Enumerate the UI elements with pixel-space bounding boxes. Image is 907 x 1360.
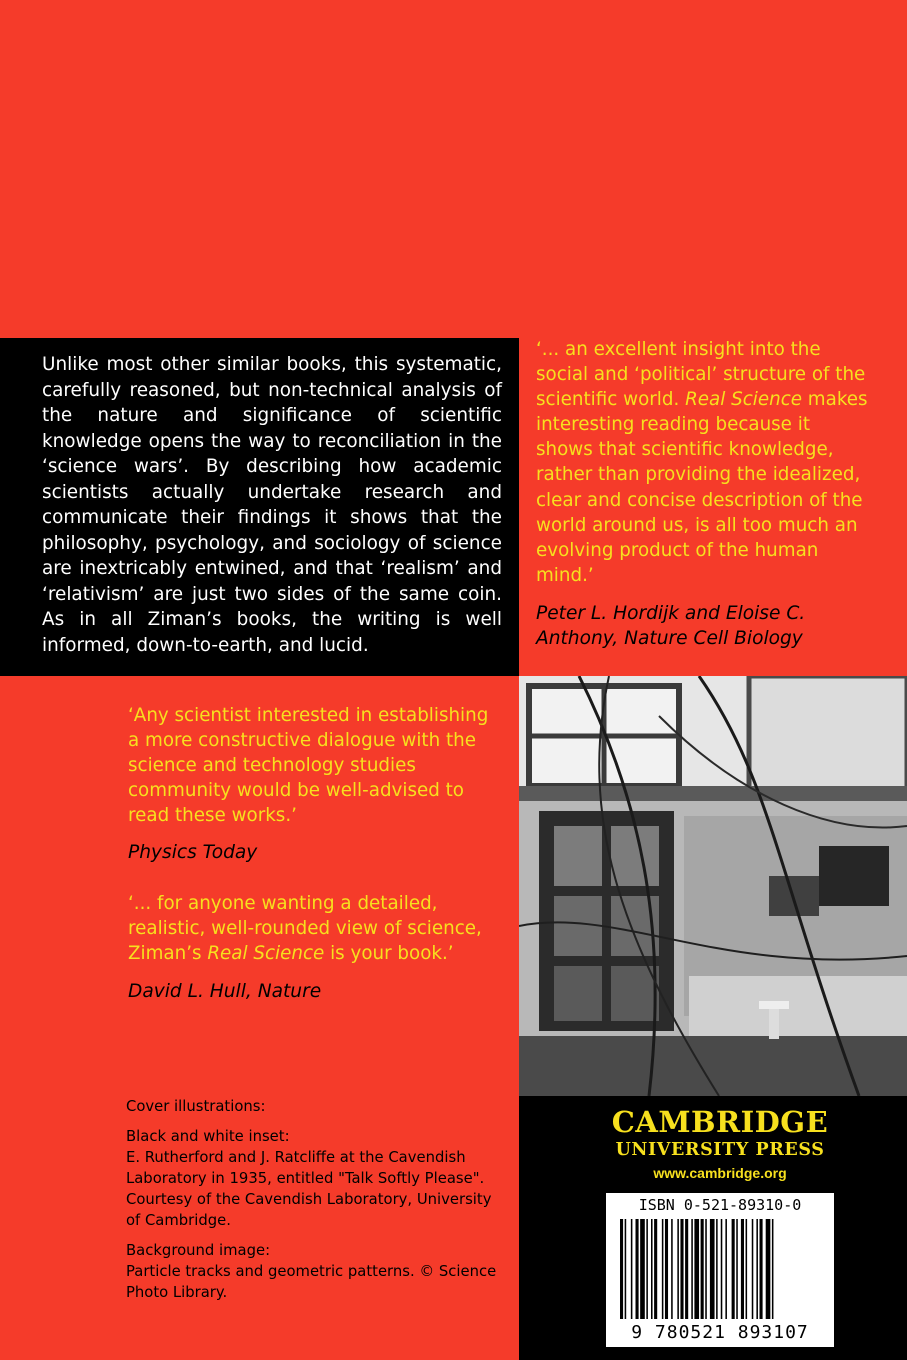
publisher-logo-name: CAMBRIDGE: [611, 1105, 829, 1139]
publisher-logo-press: UNIVERSITY PRESS: [615, 1140, 825, 1160]
barcode-bar: [721, 1219, 723, 1319]
barcode-bar: [665, 1219, 668, 1319]
review-quote-nature: ‘... for anyone wanting a detailed, realistic, well-rounded view of science, Ziman’s Real Science is your book.’: [128, 893, 482, 965]
barcode-bar: [752, 1219, 754, 1319]
isbn-label: ISBN 0-521-89310-0: [638, 1196, 802, 1214]
review-quote-nature-cell-biology: ‘... an excellent insight into the social and ‘political’ structure of the scientific world. Real Science makes interesting reading because it shows that scientific knowledge, rather than providing the idealized, clear and concise description of the world around us, is all too much an evolving product of the human mind.’: [536, 339, 868, 586]
barcode-bar: [736, 1219, 738, 1319]
publisher-url: www.cambridge.org: [653, 1165, 787, 1181]
barcode-bar: [772, 1219, 774, 1319]
description-text: Unlike most other similar books, this systematic, carefully reasoned, but non-technical analysis of the nature and significance of scientific knowledge opens the way to reconciliation in the ‘science wars’. By describing how academic scientists actually undertake research and communicate their findings it shows that the philosophy, psychology, and sociology of science are inextricably entwined, and that ‘realism’ and ‘relativism’ are just two sides of the same coin. As in all Ziman’s books, the writing is well informed, down-to-earth, and lucid.: [42, 354, 502, 656]
barcode-bar: [620, 1219, 623, 1319]
barcode-bar: [710, 1219, 715, 1319]
barcode-bar: [701, 1219, 704, 1319]
barcode-bar: [651, 1219, 653, 1319]
barcode-bar: [646, 1219, 648, 1319]
barcode-bar: [705, 1219, 707, 1319]
laboratory-photo: [519, 676, 907, 1096]
credits-background: Background image: Particle tracks and geometric patterns. © Science Photo Library.: [126, 1242, 497, 1301]
barcode-number: 9 780521 893107: [631, 1322, 809, 1343]
review-attribution-1: Peter L. Hordijk and Eloise C. Anthony, Nature Cell Biology: [536, 603, 806, 649]
barcode-bar: [725, 1219, 727, 1319]
credits-heading: Cover illustrations:: [126, 1098, 266, 1115]
barcode-bar: [694, 1219, 699, 1319]
barcode-bar: [691, 1219, 693, 1319]
credits-inset: Black and white inset: E. Rutherford and J. Ratcliffe at the Cavendish Laboratory in 1935, entitled "Talk Softly Please". Courtesy of the Cavendish Laboratory, University of Cambridge.: [126, 1128, 492, 1229]
barcode-bar: [716, 1219, 718, 1319]
barcode-bar: [756, 1219, 758, 1319]
barcode-bar: [760, 1219, 763, 1319]
barcode-bar: [636, 1219, 639, 1319]
barcode-bar: [640, 1219, 645, 1319]
cover-credits: [126, 1096, 506, 1312]
barcode-bar: [671, 1219, 673, 1319]
barcode-bar: [741, 1219, 744, 1319]
barcode-bar: [677, 1219, 679, 1319]
barcode-bar: [746, 1219, 748, 1319]
review-attribution-2: Physics Today: [128, 842, 258, 863]
barcode-bar: [625, 1219, 627, 1319]
barcode-bar: [732, 1219, 735, 1319]
barcode-bar: [680, 1219, 683, 1319]
barcode-bar: [766, 1219, 771, 1319]
barcode-bar: [662, 1219, 664, 1319]
barcode-bar: [685, 1219, 688, 1319]
laboratory-photo-illustration: [519, 676, 907, 1096]
barcode-bar: [631, 1219, 633, 1319]
barcode-bar: [654, 1219, 657, 1319]
review-quote-physics-today: ‘Any scientist interested in establishing a more constructive dialogue with the science and technology studies community would be well-advised to read these works.’: [128, 705, 489, 827]
review-attribution-3: David L. Hull, Nature: [128, 981, 322, 1002]
